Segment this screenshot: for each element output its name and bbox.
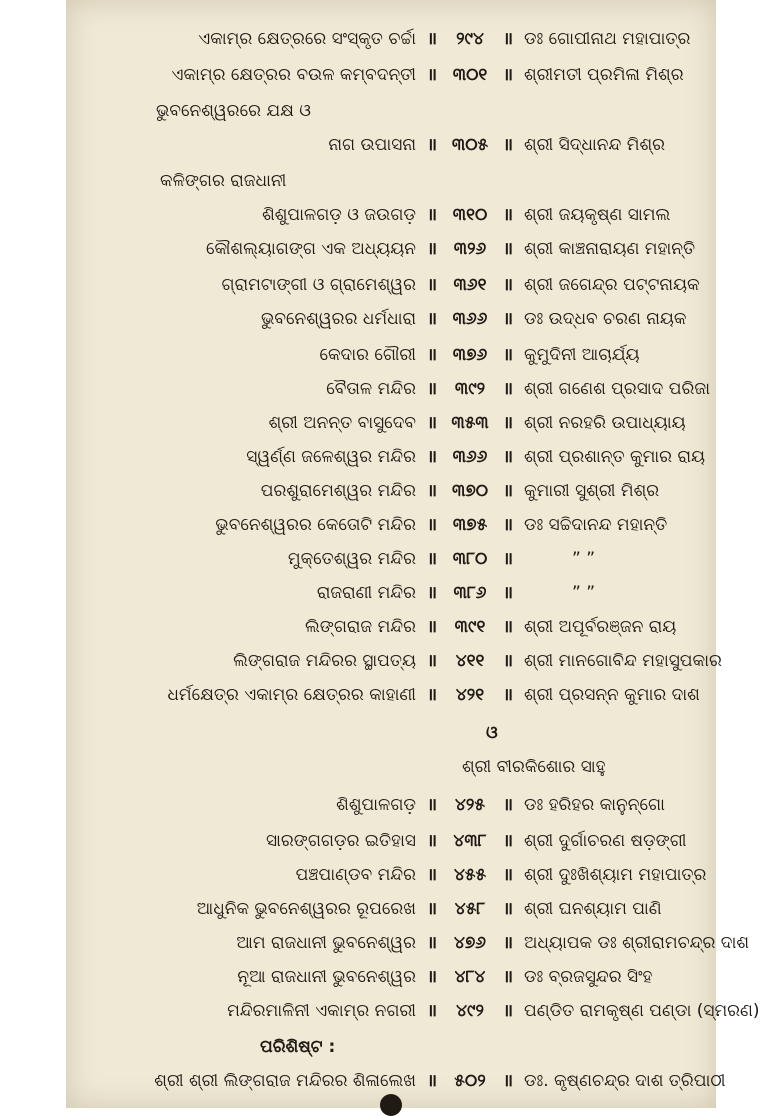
separator: ॥ — [502, 205, 514, 225]
separator: ॥ — [426, 933, 438, 953]
book-page — [66, 0, 760, 1108]
toc-entry — [66, 94, 716, 128]
connector-text: ଓ — [486, 723, 498, 743]
entry-page: ୩୯୨ — [454, 379, 486, 399]
separator: ॥ — [502, 481, 514, 501]
separator: ॥ — [502, 831, 514, 851]
entry-author: ଶ୍ରୀ ପ୍ରସନ୍ନ କୁମାର ଦାଶ — [524, 685, 700, 705]
entry-title: ଶ୍ରୀ ଅନନ୍ତ ବାସୁଦେବ — [268, 413, 416, 433]
entry-page: ୪୯୨ — [456, 1001, 484, 1021]
separator: ॥ — [426, 275, 438, 295]
entry-page: ୪୫୮ — [454, 899, 486, 919]
separator: ॥ — [502, 651, 514, 671]
toc-entry — [66, 892, 716, 926]
entry-author: ଶ୍ରୀ ସିଦ୍ଧାନନ୍ଦ ମିଶ୍ର — [524, 135, 665, 155]
separator: ॥ — [502, 135, 514, 155]
entry-title: ମୁକ୍ତେଶ୍ୱର ମନ୍ଦିର — [287, 549, 416, 569]
toc-entry — [66, 508, 716, 542]
entry-author: ଶ୍ରୀ ଜଗେନ୍ଦ୍ର ପଟ୍ଟନାୟକ — [524, 275, 700, 295]
entry-title: ଶିଶୁପାଳଗଡ଼ — [336, 795, 416, 815]
separator: ॥ — [502, 239, 514, 259]
entry-author: ଅଧ୍ୟାପକ ଡଃ ଶ୍ରୀରାମଚନ୍ଦ୍ର ଦାଶ — [524, 933, 750, 953]
separator: ॥ — [426, 583, 438, 603]
separator: ॥ — [502, 447, 514, 467]
entry-title: ଲିଙ୍ଗରାଜ ମନ୍ଦିରର ସ୍ଥାପତ୍ୟ — [233, 651, 416, 671]
entry-page: ୩୨୬ — [453, 239, 487, 259]
toc-entry — [66, 372, 716, 406]
separator: ॥ — [426, 65, 438, 85]
entry-title: ଏକାମ୍ର କ୍ଷେତ୍ରରେ ସଂସ୍କୃତ ଚର୍ଚ୍ଚା — [198, 29, 416, 49]
separator: ॥ — [502, 685, 514, 705]
entry-page: ୩୭୫ — [452, 515, 488, 535]
separator: ॥ — [502, 549, 514, 569]
entry-page: ୪୮୪ — [454, 967, 486, 987]
entry-page: ୩୭୬ — [452, 345, 488, 365]
entry-title: କଳିଙ୍ଗର ରାଜଧାନୀ — [160, 171, 287, 191]
entry-page: ୨୯୪ — [456, 29, 484, 49]
toc-entry — [66, 22, 716, 56]
entry-author: ” ” — [572, 583, 596, 603]
entry-page: ୩୧୦ — [452, 205, 488, 225]
separator: ॥ — [426, 135, 438, 155]
separator: ॥ — [426, 865, 438, 885]
entry-title: ବୈତାଳ ମନ୍ଦିର — [326, 379, 416, 399]
entry-author: ଡଃ ସଚ୍ଚିଦାନନ୍ଦ ମହାନ୍ତି — [524, 515, 668, 535]
separator: ॥ — [502, 795, 514, 815]
entry-page: ୪୭୬ — [454, 933, 486, 953]
toc-entry — [66, 576, 716, 610]
entry-page: ୩୬୬ — [452, 447, 488, 467]
separator: ॥ — [426, 447, 438, 467]
toc-entry — [66, 198, 716, 232]
entry-author: ଡଃ ହରିହର କାନୁନ୍‌ଗୋ — [524, 795, 665, 815]
page-folio-mark — [380, 1094, 402, 1116]
toc-entry — [66, 128, 716, 162]
separator: ॥ — [502, 617, 514, 637]
entry-author: କୁମାରୀ ସୁଶ୍ରୀ ମିଶ୍ର — [524, 481, 660, 501]
entry-page: ୩୬୬ — [452, 309, 488, 329]
entry-title: ଭୁବନେଶ୍ୱରର ଧର୍ମଧାରା — [261, 309, 416, 329]
entry-page: ୪୨୫ — [455, 795, 485, 815]
entry-title: ମନ୍ଦିରମାଳିନୀ ଏକାମ୍ର ନଗରୀ — [227, 1001, 416, 1021]
entry-page: ୪୩୮ — [453, 831, 487, 851]
toc-entry — [66, 824, 716, 858]
toc-entry — [66, 268, 716, 302]
separator: ॥ — [502, 865, 514, 885]
toc-entry — [66, 338, 716, 372]
entry-author: ଶ୍ରୀ ପ୍ରଶାନ୍ତ କୁମାର ରାୟ — [524, 447, 705, 467]
toc-entry — [66, 858, 716, 892]
entry-title: ରାଜରାଣୀ ମନ୍ଦିର — [316, 583, 416, 603]
entry-author: ଶ୍ରୀ ଜୟକୃଷ୍ଣ ସାମଲ — [524, 205, 671, 225]
entry-title: ଶ୍ରୀ ଶ୍ରୀ ଲିଙ୍ଗରାଜ ମନ୍ଦିରର ଶିଳାଲେଖ — [154, 1071, 416, 1091]
entry-author: ଡଃ ଉଦ୍ଧବ ଚରଣ ନାୟକ — [524, 309, 687, 329]
toc-entry — [66, 644, 722, 678]
separator: ॥ — [426, 481, 438, 501]
toc-entry — [66, 960, 716, 994]
entry-page: ୩୦୫ — [451, 135, 489, 155]
entry-page: ୪୫୫ — [453, 865, 487, 885]
entry-author: ପଣ୍ଡିତ ରାମକୃଷ୍ଣ ପଣ୍ଡା (ସ୍ମରଣ) — [524, 1001, 760, 1021]
entry-author: ଶ୍ରୀ ମାନଗୋବିନ୍ଦ ମହାସୁପକାର — [524, 651, 722, 671]
separator: ॥ — [502, 345, 514, 365]
separator: ॥ — [426, 549, 438, 569]
entry-title: ଆମ ରାଜଧାନୀ ଭୁବନେଶ୍ୱର — [236, 933, 416, 953]
toc-entry — [66, 302, 716, 336]
toc-entry — [66, 926, 750, 960]
entry-title: ଆଧୁନିକ ଭୁବନେଶ୍ୱରର ରୂପରେଖ — [196, 899, 416, 919]
entry-page: ୩୫୩ — [451, 413, 489, 433]
separator: ॥ — [426, 899, 438, 919]
separator: ॥ — [426, 831, 438, 851]
entry-page: ୩୯୧ — [454, 617, 486, 637]
entry-title: ପଞ୍ଚପାଣ୍ଡବ ମନ୍ଦିର — [295, 865, 416, 885]
separator: ॥ — [502, 413, 514, 433]
entry-title: ଭୁବନେଶ୍ୱରରେ ଯକ୍ଷ ଓ — [156, 101, 311, 121]
separator: ॥ — [426, 379, 438, 399]
separator: ॥ — [426, 795, 438, 815]
separator: ॥ — [426, 309, 438, 329]
entry-title: ଭୁବନେଶ୍ୱରର କେତୋଟି ମନ୍ଦିର — [215, 515, 416, 535]
separator: ॥ — [426, 651, 438, 671]
separator: ॥ — [502, 899, 514, 919]
entry-title: ନୂଆ ରାଜଧାନୀ ଭୁବନେଶ୍ୱର — [237, 967, 416, 987]
toc-entry — [66, 232, 716, 266]
separator: ॥ — [502, 309, 514, 329]
toc-entry — [66, 440, 716, 474]
entry-title: କୌଶଲ୍ୟାଗଙ୍ଗ ଏକ ଅଧ୍ୟୟନ — [205, 239, 416, 259]
entry-title: ଗ୍ରାମଟାଙ୍ଗୀ ଓ ଗ୍ରାମେଶ୍ୱର — [221, 275, 416, 295]
separator: ॥ — [502, 967, 514, 987]
entry-title: ଶିଶୁପାଳଗଡ଼ ଓ ଜଉଗଡ଼ — [262, 205, 416, 225]
entry-title: କେଦାର ଗୌରୀ — [319, 345, 416, 365]
entry-author: ଶ୍ରୀ ଦୁର୍ଗାଚରଣ ଷଡ଼ଙ୍ଗୀ — [524, 831, 687, 851]
separator: ॥ — [502, 379, 514, 399]
toc-entry — [66, 474, 716, 508]
separator: ॥ — [502, 275, 514, 295]
entry-author: କୁମୁଦିନୀ ଆଚାର୍ଯ୍ୟ — [524, 345, 640, 365]
entry-page: ୩୦୧ — [452, 65, 488, 85]
separator: ॥ — [426, 205, 438, 225]
entry-author: ଡଃ ଗୋପୀନାଥ ମହାପାତ୍ର — [524, 29, 691, 49]
separator: ॥ — [502, 1001, 514, 1021]
entry-author: ଶ୍ରୀ ଗଣେଶ ପ୍ରସାଦ ପରିଜା — [524, 379, 711, 399]
separator: ॥ — [502, 933, 514, 953]
entry-title: ସ୍ୱର୍ଣ୍ଣ ଜଳେଶ୍ୱର ମନ୍ଦିର — [246, 447, 416, 467]
separator: ॥ — [426, 1071, 438, 1091]
entry-page: ୩୬୧ — [453, 275, 487, 295]
co-author: ଶ୍ରୀ ବୀରକିଶୋର ସାହୁ — [462, 757, 606, 777]
toc-entry — [66, 542, 716, 576]
separator: ॥ — [502, 583, 514, 603]
separator: ॥ — [426, 413, 438, 433]
toc-entry — [66, 58, 716, 92]
toc-entry — [66, 610, 716, 644]
toc-entry — [66, 1064, 726, 1098]
entry-page: ୪୨୧ — [455, 685, 485, 705]
entry-page: ୩୭୦ — [451, 481, 489, 501]
separator: ॥ — [426, 685, 438, 705]
entry-title: ଲିଙ୍ଗରାଜ ମନ୍ଦିର — [304, 617, 416, 637]
toc-entry — [66, 678, 716, 712]
entry-author: ଶ୍ରୀ ଦୁଃଖିଶ୍ୟାମ ମହାପାତ୍ର — [524, 865, 707, 885]
appendix-heading: ପରିଶିଷ୍ଟ : — [260, 1037, 336, 1057]
separator: ॥ — [426, 617, 438, 637]
entry-title: ଧର୍ମକ୍ଷେତ୍ର ଏକାମ୍ର କ୍ଷେତ୍ରର କାହାଣୀ — [167, 685, 416, 705]
entry-title: ସାରଙ୍ଗଗଡ଼ର ଇତିହାସ — [265, 831, 416, 851]
toc-entry — [66, 994, 760, 1028]
entry-page: ୪୧୧ — [455, 651, 485, 671]
separator: ॥ — [426, 345, 438, 365]
separator: ॥ — [426, 29, 438, 49]
separator: ॥ — [502, 65, 514, 85]
entry-title: ନାଗ ଉପାସନା — [328, 135, 416, 155]
separator: ॥ — [426, 1001, 438, 1021]
entry-author: ଶ୍ରୀ ଅପୂର୍ବରଞ୍ଜନ ରାୟ — [524, 617, 677, 637]
entry-page: ୫୦୨ — [454, 1071, 486, 1091]
entry-author: ଶ୍ରୀ ଘନଶ୍ୟାମ ପାଣି — [524, 899, 662, 919]
entry-author: ଶ୍ରୀ କାଞ୍ଚନାରାୟଣ ମହାନ୍ତି — [524, 239, 696, 259]
separator: ॥ — [426, 239, 438, 259]
toc-entry — [66, 406, 716, 440]
entry-author: ଡଃ ବ୍ରଜସୁନ୍ଦର ସିଂହ — [524, 967, 653, 987]
entry-author: ” ” — [572, 549, 596, 569]
entry-page: ୩୮୬ — [453, 583, 487, 603]
entry-author: ଶ୍ରୀମତୀ ପ୍ରମିଳା ମିଶ୍ର — [524, 65, 684, 85]
separator: ॥ — [426, 515, 438, 535]
entry-author: ଶ୍ରୀ ନରହରି ଉପାଧ୍ୟାୟ — [524, 413, 686, 433]
separator: ॥ — [426, 967, 438, 987]
entry-title: ଏକାମ୍ର କ୍ଷେତ୍ରର ବଉଳ କମ୍ବଦନ୍ତୀ — [171, 65, 416, 85]
toc-entry — [66, 788, 716, 822]
entry-author: ଡଃ. କୃଷ୍ଣଚନ୍ଦ୍ର ଦାଶ ତ୍ରିପାଠୀ — [524, 1071, 726, 1091]
entry-page: ୩୮୦ — [452, 549, 488, 569]
separator: ॥ — [502, 515, 514, 535]
toc-entry — [66, 164, 716, 198]
entry-title: ପରଶୁରାମେଶ୍ୱର ମନ୍ଦିର — [260, 481, 416, 501]
separator: ॥ — [502, 1071, 514, 1091]
separator: ॥ — [502, 29, 514, 49]
